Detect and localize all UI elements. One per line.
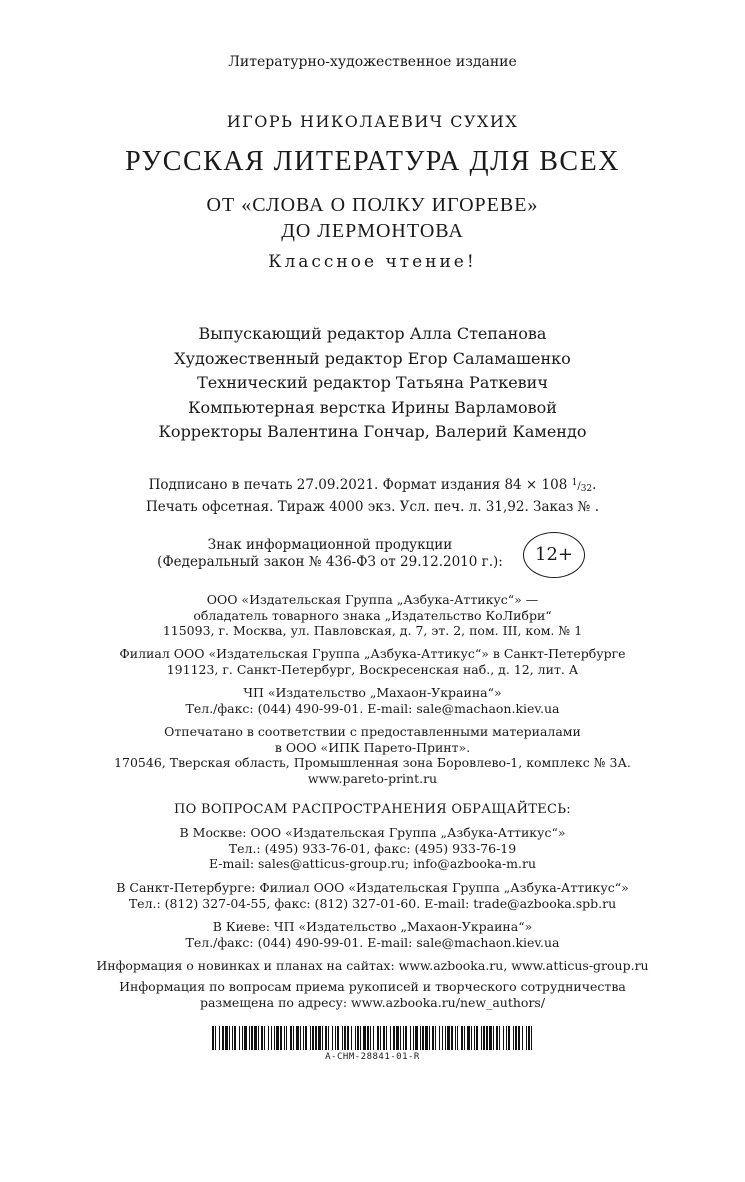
barcode-bar <box>447 1026 450 1050</box>
kiev-line: В Киеве: ЧП «Издательство „Махаон-Украина“» <box>212 919 533 934</box>
printer-line: 170546, Тверская область, Промышленная зона Боровлево-1, комплекс № 3А. <box>114 755 631 770</box>
barcode-bar <box>522 1026 523 1050</box>
book-title: РУССКАЯ ЛИТЕРАТУРА ДЛЯ ВСЕХ <box>125 146 620 177</box>
barcode-bar <box>360 1026 361 1050</box>
barcode-bar <box>439 1026 440 1050</box>
barcode-bar <box>403 1026 404 1050</box>
barcode-bar <box>215 1026 216 1050</box>
barcode-bar <box>274 1026 275 1050</box>
barcode-bar <box>380 1026 381 1050</box>
distribution-heading: ПО ВОПРОСАМ РАСПРОСТРАНЕНИЯ ОБРАЩАЙТЕСЬ: <box>173 802 571 817</box>
barcode-bar <box>225 1026 228 1050</box>
credits-list <box>0 322 745 445</box>
barcode-bar <box>526 1026 527 1050</box>
barcode-bar <box>413 1026 414 1050</box>
printer-line: www.pareto-print.ru <box>307 770 438 786</box>
barcode-bar <box>337 1026 339 1050</box>
barcode-bar <box>347 1026 349 1050</box>
barcode-bar <box>363 1026 366 1050</box>
format-fraction: $^1/_{32}$ <box>571 478 593 494</box>
barcode-bar <box>312 1026 314 1050</box>
barcode-bar <box>322 1026 323 1050</box>
ukraine-line: ЧП «Издательство „Махаон-Украина“» <box>243 685 502 700</box>
print-details <box>0 474 745 516</box>
barcode-bar <box>461 1026 463 1050</box>
barcode-bar <box>451 1026 453 1050</box>
barcode-bar <box>508 1026 510 1050</box>
barcode-bar <box>342 1026 343 1050</box>
subtitle-line: ОТ «СЛОВА О ПОЛКУ ИГОРЕВЕ» <box>206 194 539 216</box>
credit-line: Выпускающий редактор Алла Степанова <box>198 324 547 343</box>
print-line-end: . <box>592 477 597 493</box>
publisher-line: 115093, г. Москва, ул. Павловская, д. 7, эт. 2, пом. III, ком. № 1 <box>162 623 583 638</box>
barcode-bar <box>405 1026 407 1050</box>
barcode-bar <box>383 1026 385 1050</box>
credit-line: Компьютерная верстка Ирины Варламовой <box>188 397 557 417</box>
barcode-bar <box>335 1026 336 1050</box>
barcode-bar <box>515 1026 517 1050</box>
barcode-bar <box>344 1026 346 1050</box>
print-line-1 <box>0 474 745 498</box>
barcode-bar <box>422 1026 424 1050</box>
barcode-bar <box>483 1026 485 1050</box>
barcode-bar <box>531 1026 532 1050</box>
barcode-bar <box>229 1026 230 1050</box>
barcode-bar <box>467 1026 470 1050</box>
kiev-contacts <box>0 919 745 950</box>
barcode-bar <box>264 1026 265 1050</box>
barcode-bar <box>251 1026 253 1050</box>
moscow-line: Тел.: (495) 933-76-01, факс: (495) 933-76-19 <box>228 840 517 856</box>
fraction-numerator: 1 <box>571 478 578 488</box>
genre-label: Литературно-художественное издание <box>228 54 517 70</box>
barcode-bar <box>390 1026 391 1050</box>
printer-block <box>0 724 745 786</box>
spb-line: Тел.: (812) 327-04-55, факс: (812) 327-01-60. E-mail: trade@azbooka.spb.ru <box>128 895 617 911</box>
book-subtitle <box>0 192 745 244</box>
barcode-bar <box>232 1026 233 1050</box>
barcode-bar <box>442 1026 443 1050</box>
spb-line: В Санкт-Петербурге: Филиал ООО «Издательская Группа „Азбука-Аттикус“» <box>116 880 629 895</box>
barcode-bar <box>293 1026 294 1050</box>
credit-line: Корректоры Валентина Гончар, Валерий Камендо <box>158 422 587 441</box>
barcode-bar <box>457 1026 458 1050</box>
ukraine-block <box>0 685 745 716</box>
barcode-bar <box>377 1026 379 1050</box>
barcode-bar <box>318 1026 321 1050</box>
moscow-line: В Москве: ООО «Издательская Группа „Азбука-Аттикус“» <box>179 825 566 840</box>
credit-line: Технический редактор Татьяна Раткевич <box>197 373 548 392</box>
barcode-bar <box>284 1026 285 1050</box>
barcode-bar <box>328 1026 329 1050</box>
manuscripts-line: Информация по вопросам приема рукописей и творческого сотрудничества <box>119 979 626 994</box>
barcode-bar <box>518 1026 520 1050</box>
barcode-bar <box>367 1026 369 1050</box>
barcode-bar <box>239 1026 240 1050</box>
barcode-bar <box>249 1026 250 1050</box>
subtitle-line: ДО ЛЕРМОНТОВА <box>281 220 464 242</box>
print-line-2: Печать офсетная. Тираж 4000 экз. Усл. печ. л. 31,92. Заказ № . <box>145 499 599 515</box>
barcode-bar <box>290 1026 292 1050</box>
barcode-bar <box>332 1026 333 1050</box>
barcode-bar <box>481 1026 482 1050</box>
publisher-block <box>0 592 745 639</box>
barcode-bar <box>305 1026 307 1050</box>
websites-info: Информация о новинках и планах на сайтах: www.azbooka.ru, www.atticus-group.ru <box>96 958 649 973</box>
age-rating-badge: 12+ <box>523 532 585 578</box>
barcode-bar <box>435 1026 436 1050</box>
branch-spb-block <box>0 646 745 677</box>
barcode-bar <box>280 1026 282 1050</box>
barcode-bar <box>432 1026 434 1050</box>
printer-line: Отпечатано в соответствии с предоставленными материалами <box>164 724 581 739</box>
barcode-bar <box>486 1026 488 1050</box>
publisher-line: обладатель товарного знака „Издательство КоЛибри“ <box>193 607 552 623</box>
moscow-contacts <box>0 825 745 872</box>
barcode-bar <box>499 1026 500 1050</box>
barcode-bar <box>400 1026 401 1050</box>
barcode-bar <box>212 1026 214 1050</box>
printer-line: в ООО «ИПК Парето-Принт». <box>274 739 471 755</box>
barcode-bar <box>489 1026 492 1050</box>
moscow-line: E-mail: sales@atticus-group.ru; info@azbooka-m.ru <box>208 856 537 871</box>
barcode-bar <box>222 1026 224 1050</box>
barcode-bar <box>355 1026 356 1050</box>
barcode-bar <box>271 1026 272 1050</box>
print-format-text: Подписано в печать 27.09.2021. Формат издания 84 × 108 <box>148 477 572 493</box>
barcode-bar <box>254 1026 257 1050</box>
barcode-bar <box>425 1026 428 1050</box>
barcode-bar <box>445 1026 446 1050</box>
barcode-bar <box>244 1026 247 1050</box>
info-product-sign <box>150 537 510 571</box>
barcode-bar <box>386 1026 387 1050</box>
barcode-bar <box>258 1026 259 1050</box>
info-sign-line: Знак информационной продукции <box>207 537 453 553</box>
barcode-bar <box>420 1026 421 1050</box>
barcode-bar <box>429 1026 430 1050</box>
barcode-bar <box>261 1026 263 1050</box>
barcode-bar <box>310 1026 311 1050</box>
ukraine-line: Тел./факс: (044) 490-99-01. E-mail: sale@machaon.kiev.ua <box>185 700 560 716</box>
branch-line: 191123, г. Санкт-Петербург, Воскресенская наб., д. 12, лит. А <box>166 661 579 677</box>
barcode-bar <box>503 1026 504 1050</box>
manuscripts-line: размещена по адресу: www.azbooka.ru/new_authors/ <box>199 994 546 1010</box>
barcode-bar <box>351 1026 352 1050</box>
barcode-bar <box>286 1026 287 1050</box>
barcode-bar <box>373 1026 374 1050</box>
spb-contacts <box>0 880 745 911</box>
barcode-bar <box>268 1026 269 1050</box>
barcode-bar <box>242 1026 243 1050</box>
publisher-line: ООО «Издательская Группа „Азбука-Аттикус“» — <box>206 592 539 607</box>
author-name: ИГОРЬ НИКОЛАЕВИЧ СУХИХ <box>226 112 519 131</box>
barcode-bar <box>496 1026 498 1050</box>
barcode-bar <box>396 1026 399 1050</box>
barcode-bar <box>410 1026 411 1050</box>
series-name: Классное чтение! <box>268 252 477 272</box>
barcode-bar <box>493 1026 494 1050</box>
barcode-bar <box>357 1026 359 1050</box>
barcode-bar <box>471 1026 472 1050</box>
barcode-bar <box>325 1026 327 1050</box>
barcode-bar <box>276 1026 279 1050</box>
barcode-bar <box>464 1026 465 1050</box>
info-sign-line: (Федеральный закон № 436-ФЗ от 29.12.2010 г.): <box>157 554 503 570</box>
manuscripts-info <box>0 979 745 1010</box>
barcode-bar <box>234 1026 236 1050</box>
barcode-icon <box>212 1026 534 1050</box>
barcode-bar <box>474 1026 475 1050</box>
barcode-bar <box>219 1026 220 1050</box>
credit-line: Художественный редактор Егор Саламашенко <box>174 348 571 368</box>
barcode-bar <box>476 1026 478 1050</box>
barcode-bar <box>300 1026 301 1050</box>
fraction-denominator: 32 <box>580 484 593 494</box>
barcode-bar <box>528 1026 530 1050</box>
branch-line: Филиал ООО «Издательская Группа „Азбука-Аттикус“» в Санкт-Петербурге <box>119 646 626 661</box>
barcode-bar <box>506 1026 507 1050</box>
kiev-line: Тел./факс: (044) 490-99-01. E-mail: sale@machaon.kiev.ua <box>185 934 560 950</box>
barcode-bar <box>370 1026 371 1050</box>
barcode-bar <box>296 1026 299 1050</box>
barcode-bar <box>513 1026 514 1050</box>
barcode-bar <box>315 1026 317 1050</box>
barcode-bar <box>303 1026 304 1050</box>
barcode-number: A-CHM-28841-01-R <box>325 1052 420 1062</box>
barcode-bar <box>415 1026 418 1050</box>
barcode-bar <box>455 1026 456 1050</box>
barcode-bar <box>393 1026 395 1050</box>
